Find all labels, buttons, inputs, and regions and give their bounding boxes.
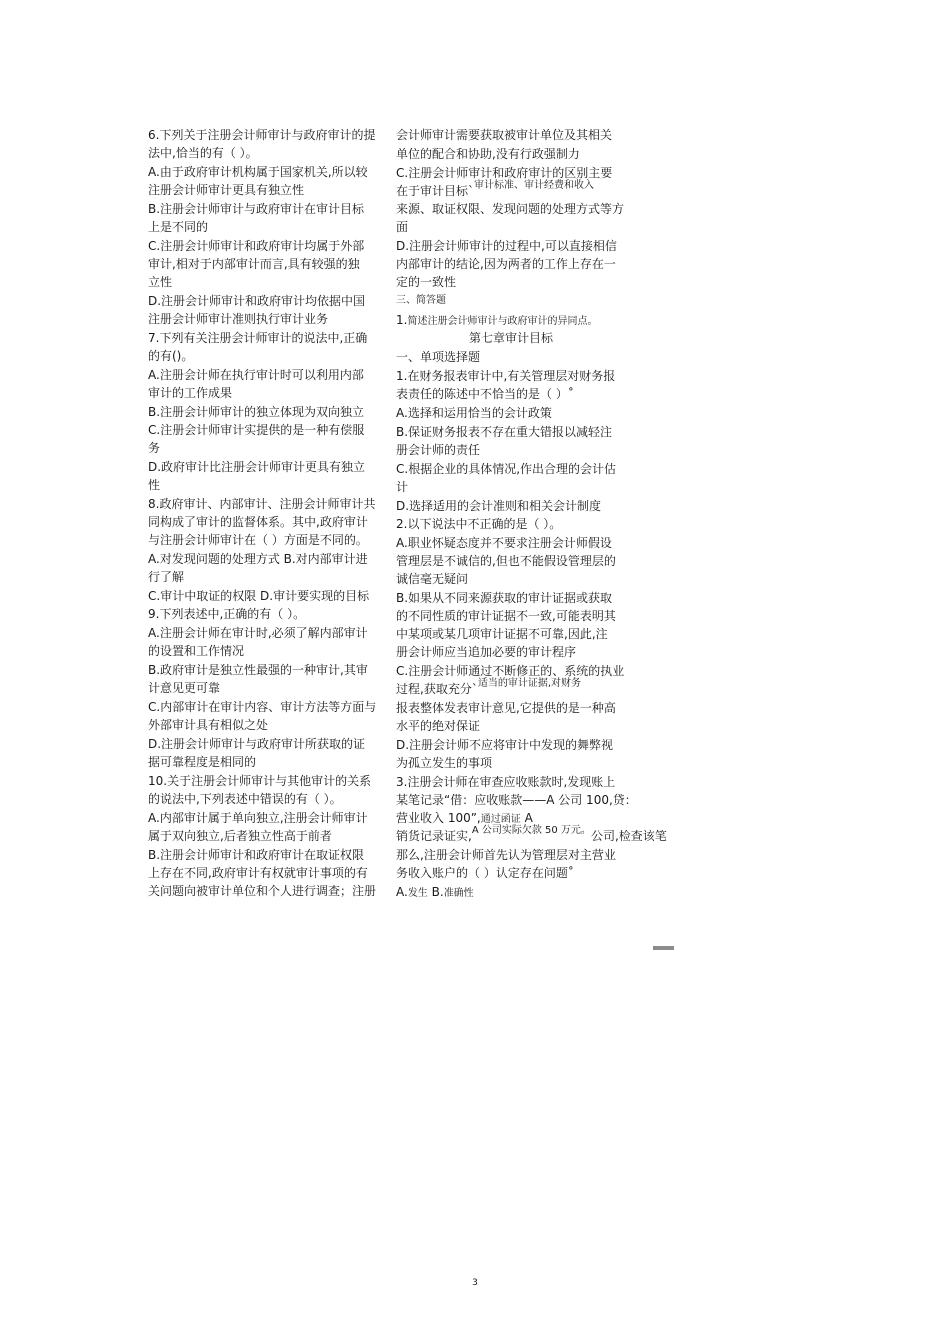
chapter-title: 第七章审计目标 xyxy=(468,331,553,345)
text-line xyxy=(396,825,667,845)
text-line: 1.在财务报表审计中,有关管理层对财务报 xyxy=(396,369,616,383)
text-line: 与注册会计师审计在（ ）方面是不同的。 xyxy=(148,533,368,547)
text-line: A.选择和运用恰当的会计政策 xyxy=(396,406,552,420)
text-line: D.选择适用的会计准则和相关会计制度 xyxy=(396,499,602,513)
text-span: A. xyxy=(396,885,408,899)
text-line: 中某项或某几项审计证据不可靠,因此,注 xyxy=(396,627,608,641)
text-line xyxy=(396,182,626,200)
text-line: 审计,相对于内部审计而言,具有较强的独 xyxy=(148,257,360,271)
text-span: 公司,检查该笔 xyxy=(590,829,667,843)
small-fragment: 简述注册会计师审计与政府审计的异同点。 xyxy=(407,316,598,327)
text-line: C.注册会计师审计实提供的是一种有偿服 xyxy=(148,423,365,437)
text-line: B.政府审计是独立性最强的一种审计,其审 xyxy=(148,663,368,677)
text-line: B.注册会计师审计和政府审计在取证权限 xyxy=(148,848,365,862)
text-line: 管理层是不诚信的,但也不能假设管理层的 xyxy=(396,554,616,568)
text-line: C.注册会计师通过不断修正的、系统的执业 xyxy=(396,664,625,678)
text-line: D.政府审计比注册会计师审计更具有独立 xyxy=(148,460,366,474)
text-line: 会计师审计需要获取被审计单位及其相关 xyxy=(396,128,613,142)
text-line: 某笔记录“借：应收账款——A 公司 100,贷： xyxy=(396,793,637,807)
text-line: 上是不同的 xyxy=(148,220,209,234)
text-line: 诚信毫无疑问 xyxy=(396,572,469,586)
raised-fragment: 审计标准、审计经费和收入 xyxy=(474,180,595,191)
text-line: 计 xyxy=(396,480,409,494)
text-line: 报表整体发表审计意见,它提供的是一种高 xyxy=(396,701,616,715)
text-line: B.如果从不同来源获取的审计证据或获取 xyxy=(396,591,613,605)
section-heading: 三、简答题 xyxy=(396,295,446,306)
text-line: C.根据企业的具体情况,作出合理的会计估 xyxy=(396,462,617,476)
text-line: 行了解 xyxy=(148,570,185,584)
text-line: 7.下列有关注册会计师审计的说法中,正确 xyxy=(148,331,368,345)
text-line: A.由于政府审计机构属于国家机关,所以较 xyxy=(148,165,368,179)
raised-fragment: A 公司实际欠款 50 万元。 xyxy=(471,825,591,836)
text-line: 审计的工作成果 xyxy=(148,386,233,400)
text-line: A.对发现问题的处理方式 B.对内部审计进 xyxy=(148,552,368,566)
text-line: 6.下列关于注册会计师审计与政府审计的提 xyxy=(148,128,376,142)
text-line: 注册会计师审计更具有独立性 xyxy=(148,183,305,197)
text-line: 内部审计的结论,因为两者的工作上存在一 xyxy=(396,257,616,271)
text-line: 8.政府审计、内部审计、注册会计师审计共 xyxy=(148,497,376,511)
text-line: D.注册会计师审计的过程中,可以直接相信 xyxy=(396,239,617,253)
small-fragment: 发生 xyxy=(407,888,428,899)
text-span: 1. xyxy=(396,313,408,327)
text-line: 那么,注册会计师首先认为管理层对主营业 xyxy=(396,848,616,862)
text-line: B.注册会计师审计与政府审计在审计目标 xyxy=(148,202,365,216)
text-line: 10.关于注册会计师审计与其他审计的关系 xyxy=(148,774,372,788)
text-line: 同构成了审计的监督体系。其中,政府审计 xyxy=(148,515,368,529)
text-line xyxy=(396,883,626,901)
text-line: 注册会计师审计准则执行审计业务 xyxy=(148,312,329,326)
text-line: 性 xyxy=(148,478,161,492)
text-line: C.注册会计师审计和政府审计的区别主要 xyxy=(396,166,613,180)
text-line: 关问题向被审计单位和个人进行调查；注册 xyxy=(148,884,377,898)
text-line: A.注册会计师在执行审计时可以利用内部 xyxy=(148,368,364,382)
text-line: A.职业怀疑态度并不要求注册会计师假设 xyxy=(396,536,612,550)
text-line: 属于双向独立,后者独立性高于前者 xyxy=(148,829,332,843)
raised-fragment: 适当的审计证据,对财务 xyxy=(477,678,582,689)
text-line: D.注册会计师审计和政府审计均依据中国 xyxy=(148,294,366,308)
text-line: D.注册会计师审计与政府审计所获取的证 xyxy=(148,737,366,751)
text-line: 为孤立发生的事项 xyxy=(396,756,493,770)
right-column xyxy=(396,126,667,901)
text-line: 上存在不同,政府审计有权就审计事项的有 xyxy=(148,866,368,880)
text-line: 的设置和工作情况 xyxy=(148,644,245,658)
text-line xyxy=(396,680,626,698)
text-line: 来源、取证权限、发现问题的处理方式等方 xyxy=(396,202,625,216)
text-line: C.注册会计师审计和政府审计均属于外部 xyxy=(148,239,365,253)
text-line: B.保证财务报表不存在重大错报以减轻注 xyxy=(396,425,613,439)
text-line: 的说法中,下列表述中错误的有（ ）。 xyxy=(148,792,342,806)
text-line: 法中,恰当的有（ ）。 xyxy=(148,146,258,160)
text-line: A.注册会计师在审计时,必须了解内部审计 xyxy=(148,626,368,640)
decorative-dash xyxy=(653,946,674,950)
text-line: 水平的绝对保证 xyxy=(396,719,481,733)
text-line: C.内部审计在审计内容、审计方法等方面与 xyxy=(148,700,377,714)
text-line: 的有()。 xyxy=(148,349,194,363)
text-span: 过程,获取充分` xyxy=(396,682,478,696)
page-number: 3 xyxy=(472,1278,478,1288)
text-line: B.注册会计师审计的独立体现为双向独立 xyxy=(148,405,365,419)
text-line: 务收入账户的（ ）认定存在问题˚ xyxy=(396,866,574,880)
text-line: A.内部审计属于单向独立,注册会计师审计 xyxy=(148,811,368,825)
text-line: 的不同性质的审计证据不一致,可能表明其 xyxy=(396,609,616,623)
text-span: A xyxy=(520,811,533,825)
text-line: 据可靠程度是相同的 xyxy=(148,755,257,769)
text-line: 面 xyxy=(396,220,409,234)
section-heading: 一、单项选择题 xyxy=(396,350,481,364)
text-line: 2.以下说法中不正确的是（ ）。 xyxy=(396,517,562,531)
text-line: 立性 xyxy=(148,275,173,289)
text-span: 营业收入 100”, xyxy=(396,811,481,825)
small-fragment: 准确性 xyxy=(443,888,474,899)
text-span: B. xyxy=(427,885,444,899)
text-line: 表责任的陈述中不恰当的是（ ）˚ xyxy=(396,387,574,401)
text-line: 务 xyxy=(148,441,161,455)
text-span: 在于审计目标` xyxy=(396,184,475,198)
text-line: 3.注册会计师在审查应收账款时,发现账上 xyxy=(396,775,616,789)
text-line: 册会计师的责任 xyxy=(396,443,481,457)
text-line: 定的一致性 xyxy=(396,275,457,289)
text-line: 单位的配合和协助,没有行政强制力 xyxy=(396,147,580,161)
left-column xyxy=(148,126,376,900)
text-line: C.审计中取证的权限 D.审计要实现的目标 xyxy=(148,589,370,603)
text-line: 计意见更可靠 xyxy=(148,681,221,695)
text-line xyxy=(396,311,626,329)
text-line: 9.下列表述中,正确的有（ ）。 xyxy=(148,607,306,621)
text-line: 外部审计具有相似之处 xyxy=(148,718,269,732)
text-line: D.注册会计师不应将审计中发现的舞弊视 xyxy=(396,738,614,752)
text-span: 销货记录证实, xyxy=(396,829,472,843)
small-fragment: 通过函证 xyxy=(480,814,521,825)
text-line: 册会计师应当追加必要的审计程序 xyxy=(396,645,577,659)
